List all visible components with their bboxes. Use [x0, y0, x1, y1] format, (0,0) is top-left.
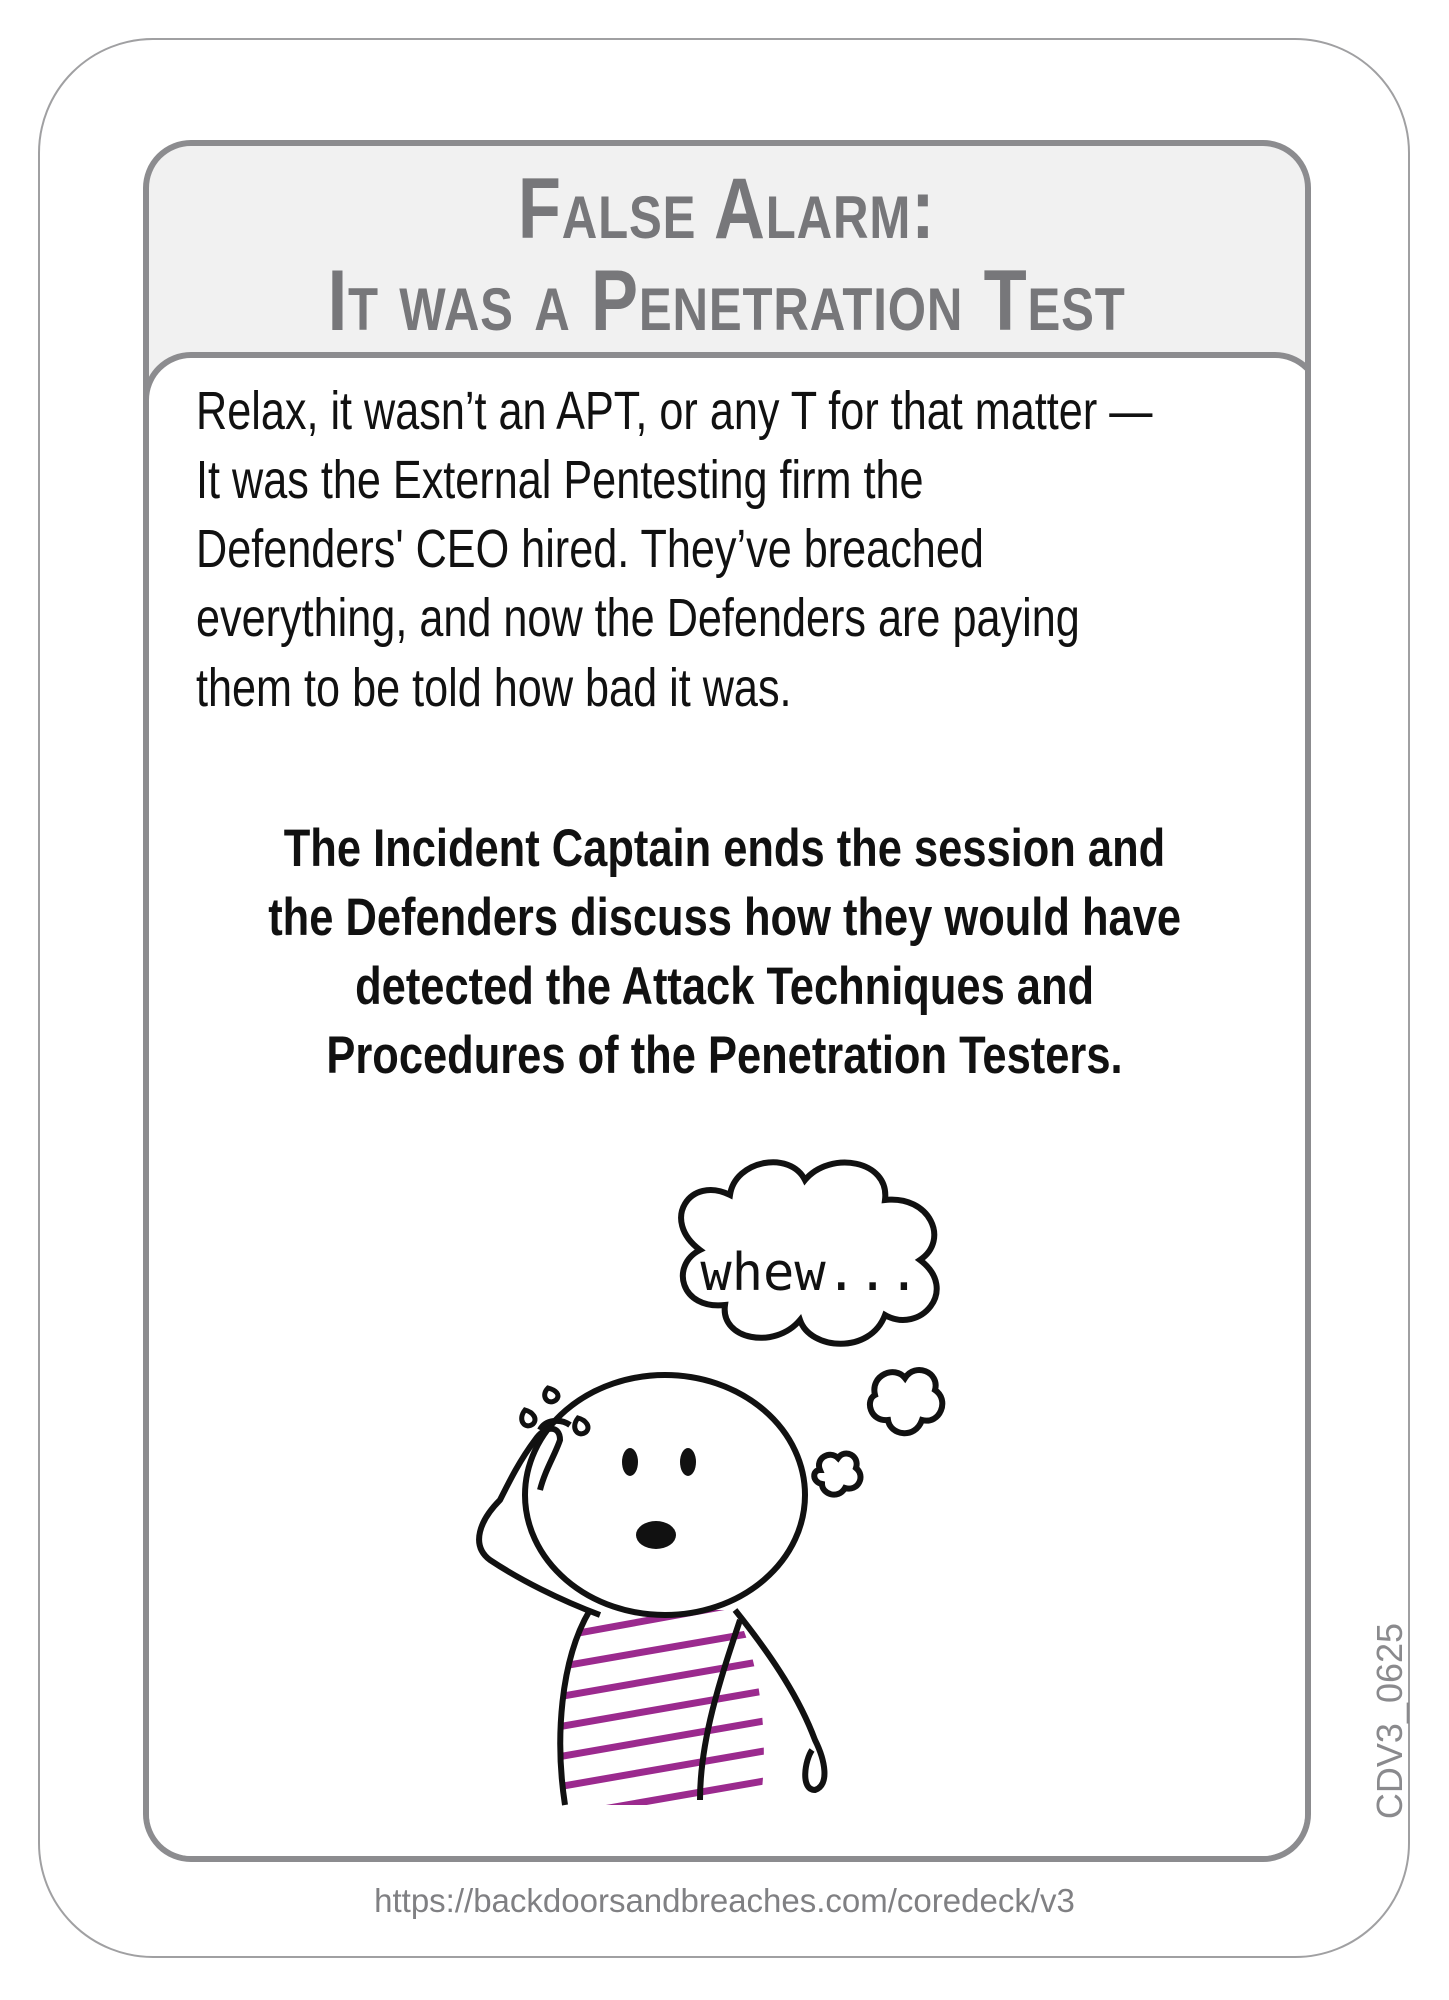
flavor-text-line: Defenders' CEO hired. They’ve breached	[196, 519, 984, 579]
rule-text-line: Procedures of the Penetration Testers.	[326, 1026, 1123, 1085]
flavor-text-line: It was the External Pentesting firm the	[196, 450, 924, 510]
rule-text-line: the Defenders discuss how they would have	[268, 888, 1181, 947]
card-code: CDV3_0625	[1369, 1622, 1410, 1820]
card-title-line2: It was a Penetration Test	[327, 253, 1127, 349]
rule-text-line: The Incident Captain ends the session and	[283, 819, 1166, 878]
card-title-line1: False Alarm:	[518, 161, 936, 257]
flavor-text-line: Relax, it wasn’t an APT, or any T for that matter —	[196, 381, 1153, 441]
card-url[interactable]: https://backdoorsandbreaches.com/coredeck/v3	[374, 1882, 1075, 1919]
thought-bubble-text: whew...	[700, 1243, 920, 1303]
flavor-text-line: everything, and now the Defenders are paying	[196, 588, 1080, 648]
rule-text-line: detected the Attack Techniques and	[355, 957, 1094, 1016]
flavor-text-line: them to be told how bad it was.	[196, 658, 792, 718]
